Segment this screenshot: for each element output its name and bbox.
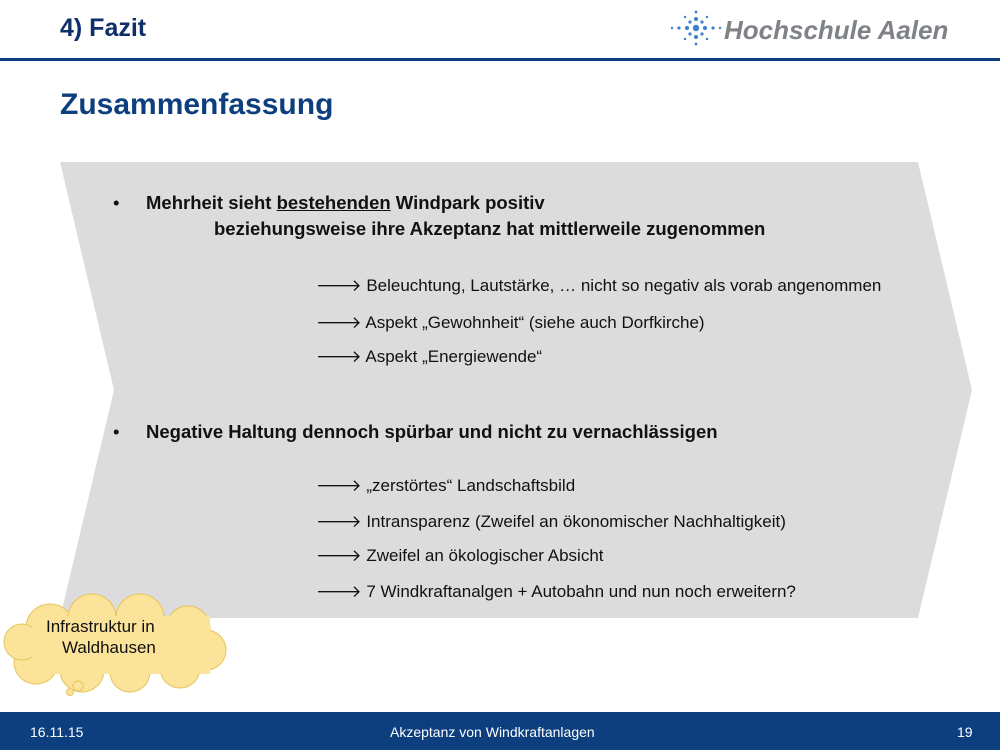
sub-point: 🡒 Aspekt „Energiewende“: [316, 347, 543, 366]
callout-text: [34, 616, 194, 658]
arrow-right-icon: 🡒: [316, 276, 362, 295]
bullet-marker: •: [113, 192, 120, 213]
arrow-right-icon: 🡒: [316, 582, 362, 601]
sub-point: 🡒 7 Windkraftanalgen + Autobahn und nun noch erweitern?: [316, 582, 796, 601]
sub-point: 🡒 „zerstörtes“ Landschaftsbild: [316, 476, 576, 495]
slide-title: Zusammenfassung: [60, 88, 334, 121]
page-number: 19: [957, 724, 973, 740]
sub-point: 🡒 Aspekt „Gewohnheit“ (siehe auch Dorfkirche): [316, 313, 705, 332]
sub-point: 🡒 Intransparenz (Zweifel an ökonomischer Nachhaltigkeit): [316, 512, 786, 531]
arrow-right-icon: 🡒: [316, 347, 362, 366]
callout-line-1: Infrastruktur in: [46, 617, 155, 636]
footer-topic: Akzeptanz von Windkraftanlagen: [390, 724, 595, 740]
arrow-right-icon: 🡒: [316, 313, 362, 332]
arrow-right-icon: 🡒: [316, 476, 362, 495]
arrow-right-icon: 🡒: [316, 546, 362, 565]
bullet-point-1: • Mehrheit sieht bestehenden Windpark positiv: [113, 192, 545, 213]
arrow-right-icon: 🡒: [316, 512, 362, 531]
callout-line-2: Waldhausen: [62, 638, 156, 657]
section-heading: 4) Fazit: [60, 14, 147, 42]
bullet-marker: •: [113, 421, 120, 442]
logo-text: Hochschule Aalen: [724, 15, 949, 45]
sub-point: 🡒 Beleuchtung, Lautstärke, … nicht so negativ als vorab angenommen: [316, 276, 882, 295]
sub-point: 🡒 Zweifel an ökologischer Absicht: [316, 546, 604, 565]
bullet-point-1-continuation: beziehungsweise ihre Akzeptanz hat mittlerweile zugenommen: [214, 218, 766, 239]
bullet-point-2: • Negative Haltung dennoch spürbar und nicht zu vernachlässigen: [113, 421, 718, 442]
footer-date: 16.11.15: [30, 724, 84, 740]
footer-bar: [0, 712, 1000, 750]
emphasized-word: bestehenden: [276, 192, 391, 213]
